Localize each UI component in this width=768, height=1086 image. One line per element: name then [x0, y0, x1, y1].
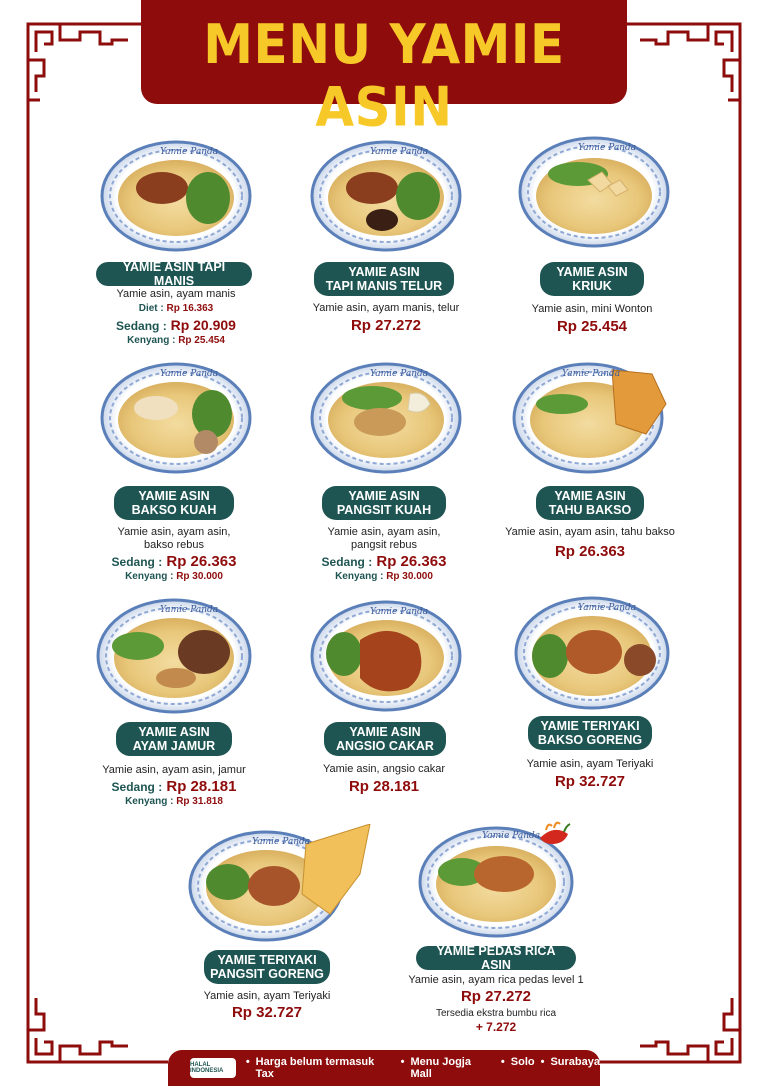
item-description: Yamie asin, ayam manis, telur: [312, 302, 460, 314]
price-value: Rp 30.000: [176, 571, 223, 582]
menu-item-ayam-jamur: [96, 598, 256, 813]
noodle-bowl-image: [514, 596, 670, 710]
price-row: [96, 571, 252, 582]
halal-logo: HALAL INDONESIA: [190, 1058, 236, 1078]
price-value: Rp 16.363: [166, 303, 214, 314]
price-value: Rp 28.181: [166, 778, 237, 795]
price-value: Rp 27.272: [460, 988, 532, 1005]
bowl-brand-text: Yamie Panda: [160, 605, 219, 615]
item-name-label: YAMIE ASIN TAPI MANIS: [96, 262, 252, 286]
item-name-label: YAMIE TERIYAKI BAKSO GORENG: [528, 716, 652, 750]
price-row: [96, 303, 256, 314]
item-name-label: YAMIE ASIN PANGSIT KUAH: [322, 486, 446, 520]
footer-note: Harga belum termasuk Tax: [255, 1056, 375, 1080]
footer-note: Menu Jogja Mall: [410, 1056, 471, 1080]
bowl-brand-text: Yamie Panda: [578, 143, 637, 153]
item-description: Yamie asin, ayam asin, bakso rebus: [117, 526, 231, 551]
price-value: Rp 28.181: [348, 778, 420, 795]
price-row: [96, 778, 252, 795]
noodle-bowl-image: [100, 362, 252, 474]
price-value: Rp 20.909: [170, 317, 236, 333]
item-name-label: YAMIE TERIYAKI PANGSIT GORENG: [204, 950, 330, 984]
footer-note: Solo: [510, 1056, 535, 1068]
header-banner: [141, 0, 627, 139]
bowl-brand-text: Yamie Panda: [370, 369, 429, 379]
price-label: Sedang :: [111, 555, 163, 569]
menu-item-teriyaki-pangsit-goreng: [186, 824, 376, 1024]
price-label: Kenyang :: [127, 335, 176, 346]
price-row: [96, 796, 252, 807]
item-description: Yamie asin, mini Wonton: [531, 303, 653, 315]
price-value: Rp 30.000: [386, 571, 433, 582]
price-label: Sedang :: [321, 555, 373, 569]
footer-notes: • Harga belum termasuk Tax • Menu Jogja Mall • Solo • Surabaya: [245, 1056, 600, 1080]
footer-note: Surabaya: [550, 1056, 600, 1068]
noodle-bowl-image: [310, 600, 462, 712]
bowl-brand-text: Yamie Panda: [578, 603, 637, 613]
price-value: Rp 32.727: [554, 773, 626, 790]
menu-item-tapi-manis: [96, 140, 256, 355]
item-description: Yamie asin, ayam Teriyaki: [203, 990, 331, 1002]
noodle-bowl-image: [518, 136, 670, 248]
price-label: Sedang :: [116, 319, 167, 333]
noodle-bowl-image: [512, 362, 672, 474]
price-value: Rp 25.454: [556, 318, 628, 335]
bowl-brand-text: Yamie Panda: [482, 831, 541, 841]
menu-item-tapi-manis-telur: [306, 140, 466, 340]
item-name-label: YAMIE ASIN TAHU BAKSO: [536, 486, 644, 520]
price-value: Rp 26.363: [554, 543, 626, 560]
noodle-bowl-image: [96, 598, 252, 714]
item-name-label: YAMIE ASIN KRIUK: [540, 262, 644, 296]
item-description: Yamie asin, ayam asin, jamur: [102, 764, 246, 776]
extra-price: + 7.272: [475, 1020, 517, 1034]
menu-item-pangsit-kuah: [306, 362, 466, 587]
noodle-bowl-image: [100, 140, 252, 252]
price-row: [306, 553, 462, 570]
noodle-bowl-image: [310, 140, 462, 252]
price-value: Rp 25.454: [178, 335, 225, 346]
item-description: Yamie asin, ayam Teriyaki: [526, 758, 654, 770]
item-description: Yamie asin, ayam asin, pangsit rebus: [327, 526, 441, 551]
price-value: Rp 31.818: [176, 796, 223, 807]
price-row: [96, 553, 252, 570]
extra-note: Tersedia ekstra bumbu rica: [435, 1008, 557, 1019]
price-row: [96, 317, 256, 333]
noodle-bowl-image: [188, 824, 374, 942]
menu-item-pedas-rica-asin: [396, 820, 596, 1040]
price-label: Kenyang :: [125, 571, 174, 582]
price-value: Rp 26.363: [166, 553, 237, 570]
bowl-brand-text: Yamie Panda: [562, 369, 621, 379]
menu-item-bakso-kuah: [96, 362, 256, 587]
menu-item-tahu-bakso: [500, 362, 680, 562]
price-value: Rp 26.363: [376, 553, 447, 570]
bowl-brand-text: Yamie Panda: [370, 147, 429, 157]
price-row: [96, 335, 256, 346]
item-name-label: YAMIE ASIN AYAM JAMUR: [116, 722, 232, 756]
item-name-label: YAMIE PEDAS RICA ASIN: [416, 946, 576, 970]
price-row: [306, 571, 462, 582]
item-name-label: YAMIE ASIN TAPI MANIS TELUR: [314, 262, 454, 296]
page-title: MENU YAMIE ASIN: [203, 13, 565, 139]
item-name-label: YAMIE ASIN ANGSIO CAKAR: [324, 722, 446, 756]
chili-icon: [536, 820, 572, 850]
noodle-bowl-image: [310, 362, 462, 474]
bowl-brand-text: Yamie Panda: [252, 837, 311, 847]
price-value: Rp 32.727: [231, 1004, 303, 1021]
item-name-label: YAMIE ASIN BAKSO KUAH: [114, 486, 234, 520]
bowl-brand-text: Yamie Panda: [160, 147, 219, 157]
bowl-brand-text: Yamie Panda: [370, 607, 429, 617]
menu-item-kriuk: [514, 136, 674, 336]
item-description: Yamie asin, ayam manis: [116, 288, 236, 300]
price-label: Kenyang :: [335, 571, 384, 582]
item-description: Yamie asin, ayam asin, tahu bakso: [505, 526, 675, 538]
price-label: Diet :: [138, 303, 164, 314]
price-value: Rp 27.272: [350, 317, 422, 334]
bowl-brand-text: Yamie Panda: [160, 369, 219, 379]
item-description: Yamie asin, ayam rica pedas level 1: [408, 974, 584, 986]
price-label: Sedang :: [111, 780, 163, 794]
menu-item-teriyaki-bakso-goreng: [510, 596, 670, 796]
item-description: Yamie asin, angsio cakar: [322, 763, 446, 775]
menu-item-angsio-cakar: [306, 600, 466, 800]
footer-bar: [168, 1050, 600, 1086]
price-label: Kenyang :: [125, 796, 174, 807]
